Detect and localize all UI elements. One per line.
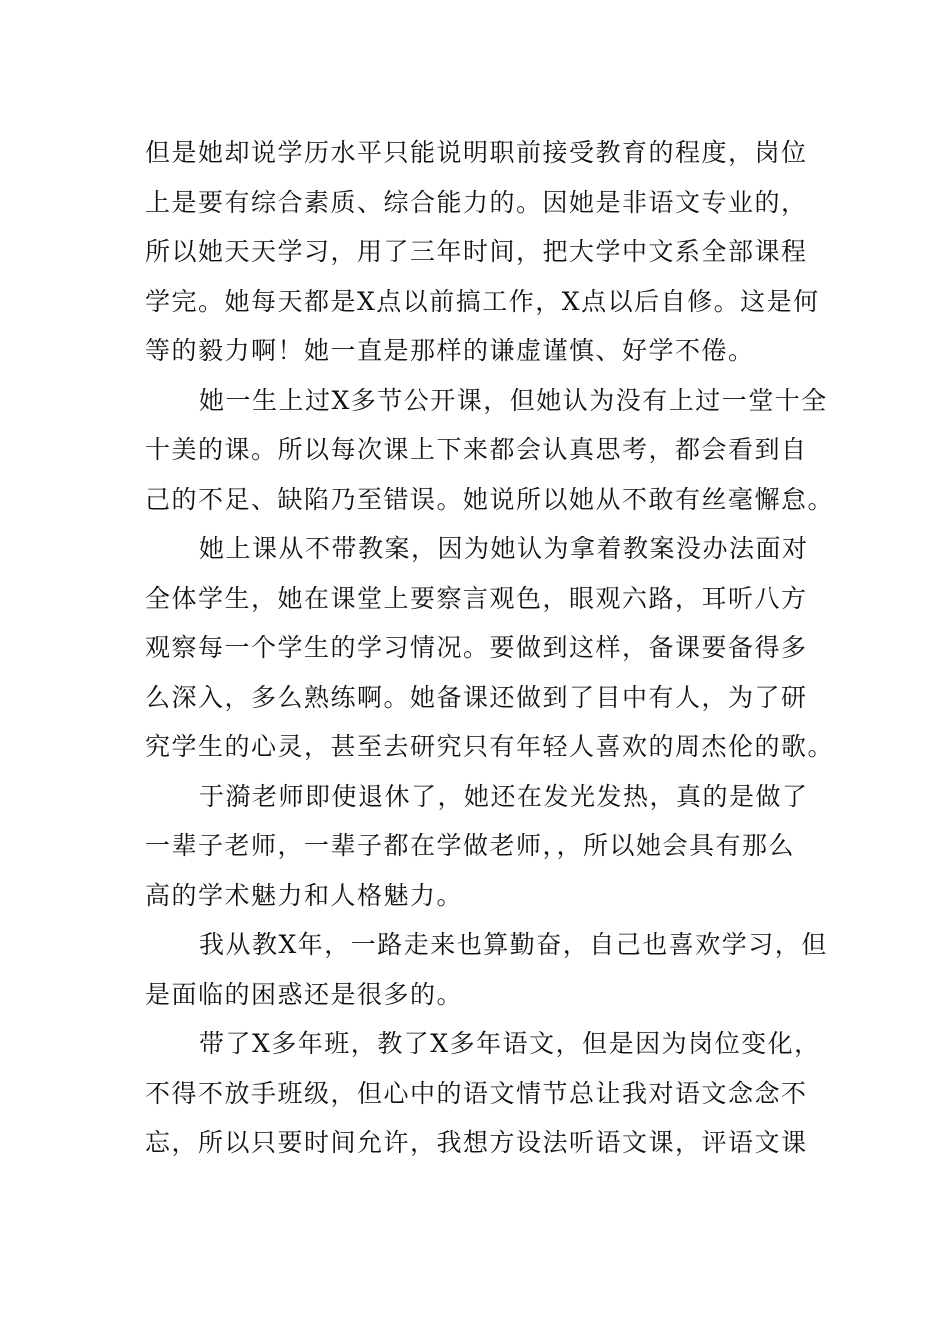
paragraph-first-line: 带了X多年班，教了X多年语文，但是因为岗位变化， [199,1029,821,1058]
text-line: 不得不放手班级，但心中的语文情节总让我对语文念念不 [145,1078,808,1108]
text-line: 学完。她每天都是X点以前搞工作，X点以后自修。这是何 [145,286,820,316]
text-line: 是面临的困惑还是很多的。 [145,979,464,1009]
text-line: 么深入，多么熟练啊。她备课还做到了目中有人，为了研 [145,682,808,712]
paragraph-first-line: 于漪老师即使退休了，她还在发光发热，真的是做了 [199,781,809,811]
text-line: 己的不足、缺陷乃至错误。她说所以她从不敢有丝毫懈怠。 [145,484,835,514]
paragraph-first-line: 她上课从不带教案，因为她认为拿着教案没办法面对 [199,534,809,563]
text-line: 一辈子老师，一辈子都在学做老师，，所以她会具有那么 [145,831,796,860]
text-line: 十美的课。所以每次课上下来都会认真思考，都会看到自 [145,435,808,464]
text-line: 究学生的心灵，甚至去研究只有年轻人喜欢的周杰伦的歌。 [145,732,835,761]
text-line: 但是她却说学历水平只能说明职前接受教育的程度，岗位 [145,138,808,167]
paragraph-first-line: 我从教X年，一路走来也算勤奋，自己也喜欢学习，但 [199,930,828,959]
text-line: 所以她天天学习，用了三年时间，把大学中文系全部课程 [145,237,808,266]
paragraph-first-line: 她一生上过X多节公开课，但她认为没有上过一堂十全 [199,385,828,415]
text-line: 观察每一个学生的学习情况。要做到这样，备课要备得多 [145,633,808,662]
text-line: 等的毅力啊！她一直是那样的谦虚谨慎、好学不倦。 [145,336,755,365]
text-line: 全体学生，她在课堂上要察言观色，眼观六路，耳听八方 [145,583,808,613]
text-line: 高的学术魅力和人格魅力。 [145,880,464,910]
body-text [145,128,835,1168]
text-line: 忘，所以只要时间允许，我想方设法听语文课，评语文课 [145,1128,808,1157]
text-line: 上是要有综合素质、综合能力的。因她是非语文专业的， [145,187,808,217]
